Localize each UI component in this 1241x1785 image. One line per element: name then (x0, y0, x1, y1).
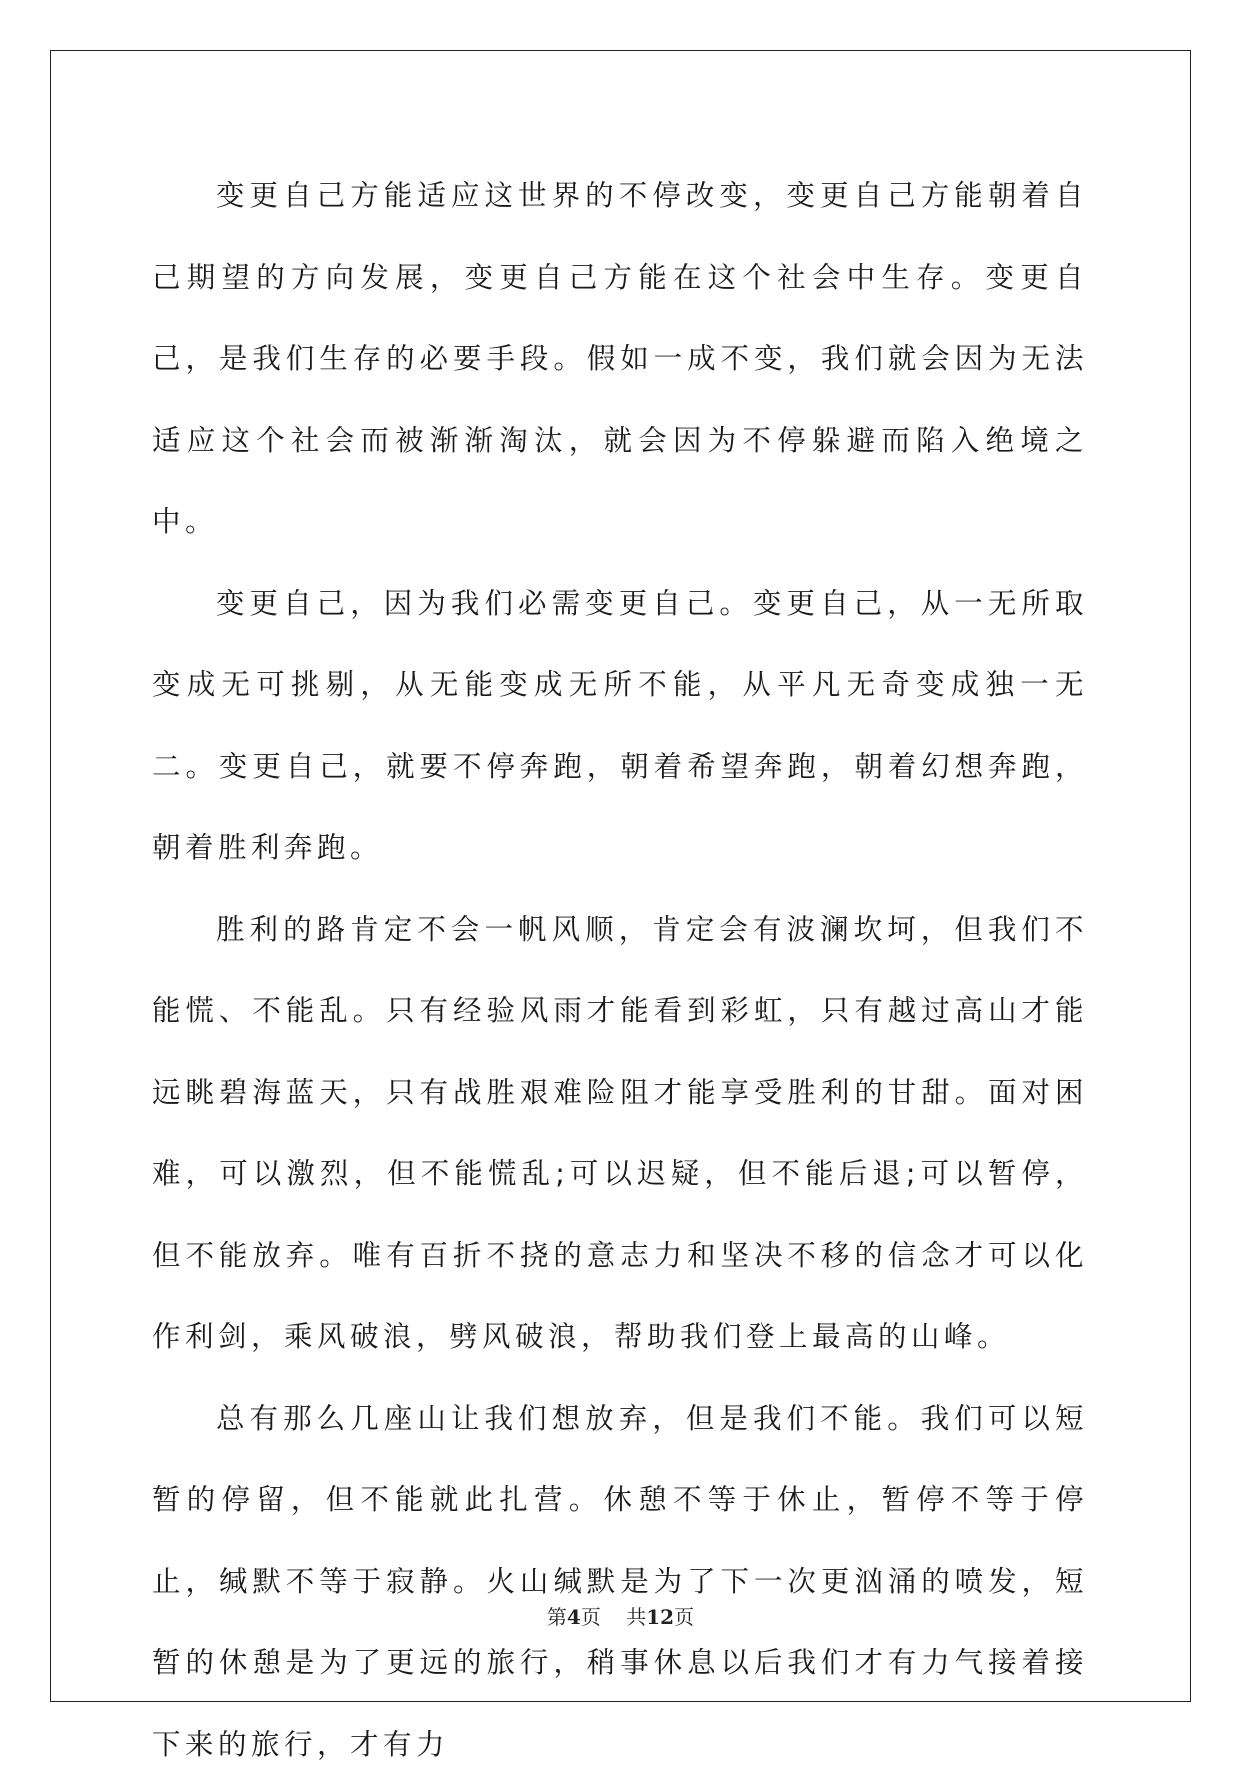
total-prefix: 共 (626, 1605, 646, 1629)
paragraph: 变更自己，因为我们必需变更自己。变更自己，从一无所取变成无可挑剔，从无能变成无所不能，从平凡无奇变成独一无二。变更自己，就要不停奔跑，朝着希望奔跑，朝着幻想奔跑，朝着胜利奔跑。 (152, 563, 1088, 889)
page-number: 4 (567, 1605, 581, 1629)
paragraph: 变更自己方能适应这世界的不停改变，变更自己方能朝着自己期望的方向发展，变更自己方能在这个社会中生存。变更自己，是我们生存的必要手段。假如一成不变，我们就会因为无法适应这个社会而被渐渐淘汰，就会因为不停躲避而陷入绝境之中。 (152, 155, 1088, 563)
document-body (152, 155, 1088, 1785)
page-suffix: 页 (581, 1605, 601, 1629)
page-footer (0, 1601, 1241, 1630)
total-suffix: 页 (674, 1605, 694, 1629)
page-prefix: 第 (547, 1605, 567, 1629)
paragraph: 总有那么几座山让我们想放弃，但是我们不能。我们可以短暂的停留，但不能就此扎营。休憩不等于休止，暂停不等于停止，缄默不等于寂静。火山缄默是为了下一次更汹涌的喷发，短暂的休憩是为了更远的旅行，稍事休息以后我们才有力气接着接下来的旅行，才有力 (152, 1378, 1088, 1785)
total-pages: 12 (646, 1605, 674, 1629)
paragraph: 胜利的路肯定不会一帆风顺，肯定会有波澜坎坷，但我们不能慌、不能乱。只有经验风雨才能看到彩虹，只有越过高山才能远眺碧海蓝天，只有战胜艰难险阻才能享受胜利的甘甜。面对困难，可以激烈，但不能慌乱;可以迟疑，但不能后退;可以暂停，但不能放弃。唯有百折不挠的意志力和坚决不移的信念才可以化作利剑，乘风破浪，劈风破浪，帮助我们登上最高的山峰。 (152, 889, 1088, 1378)
